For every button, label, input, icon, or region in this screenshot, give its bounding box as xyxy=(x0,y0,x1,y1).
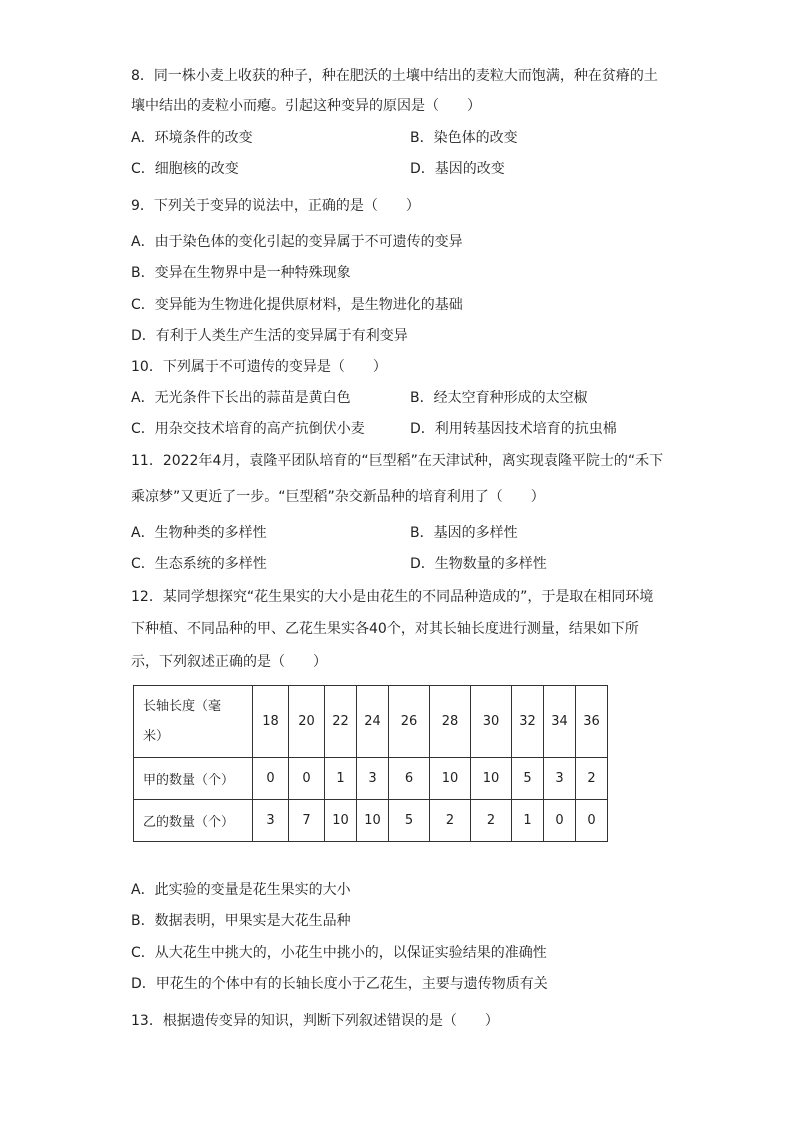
count-cell: 3 xyxy=(544,758,576,800)
count-cell: 10 xyxy=(357,800,389,842)
q9-option-a: A．由于染色体的变化引起的变异属于不可遗传的变异 xyxy=(131,234,463,250)
q10-option-b: B．经太空育种形成的太空椒 xyxy=(410,390,588,406)
count-cell: 0 xyxy=(576,800,608,842)
count-cell: 5 xyxy=(389,800,430,842)
q12-stem-line2: 下种植、不同品种的甲、乙花生果实各40个，对其长轴长度进行测量，结果如下所 xyxy=(131,621,639,637)
q10-option-a: A．无光条件下长出的蒜苗是黄白色 xyxy=(131,390,351,406)
q11-stem-line2: 乘凉梦”又更近了一步。“巨型稻”杂交新品种的培育利用了（ ） xyxy=(131,489,545,505)
count-cell: 7 xyxy=(289,800,325,842)
q10-option-c: C．用杂交技术培育的高产抗倒伏小麦 xyxy=(131,421,365,437)
length-cell: 22 xyxy=(325,686,357,758)
count-cell: 10 xyxy=(325,800,357,842)
table-row-jia xyxy=(134,758,608,800)
count-cell: 0 xyxy=(289,758,325,800)
count-cell: 5 xyxy=(512,758,544,800)
q10-option-d: D．利用转基因技术培育的抗虫棉 xyxy=(410,421,617,437)
count-cell: 3 xyxy=(357,758,389,800)
header-text-line2: 米） xyxy=(143,728,170,744)
q9-option-c: C．变异能为生物进化提供原材料，是生物进化的基础 xyxy=(131,297,463,313)
count-cell: 2 xyxy=(471,800,512,842)
count-cell: 2 xyxy=(576,758,608,800)
table-row-lengths xyxy=(134,686,608,758)
length-cell: 34 xyxy=(544,686,576,758)
peanut-length-table xyxy=(133,685,608,842)
q12-option-d: D．甲花生的个体中有的长轴长度小于乙花生，主要与遗传物质有关 xyxy=(131,976,548,992)
length-cell: 20 xyxy=(289,686,325,758)
q8-stem-line2: 壤中结出的麦粒小而瘪。引起这种变异的原因是（ ） xyxy=(131,98,481,114)
row-label-jia: 甲的数量（个） xyxy=(134,758,253,800)
count-cell: 0 xyxy=(544,800,576,842)
q8-option-b: B．染色体的改变 xyxy=(410,130,518,146)
row-label-yi: 乙的数量（个） xyxy=(134,800,253,842)
length-cell: 28 xyxy=(430,686,471,758)
q8-option-d: D．基因的改变 xyxy=(410,161,505,177)
table-header-cell xyxy=(134,686,253,758)
count-cell: 1 xyxy=(512,800,544,842)
q11-option-b: B．基因的多样性 xyxy=(410,525,518,541)
count-cell: 3 xyxy=(253,800,289,842)
q12-option-a: A．此实验的变量是花生果实的大小 xyxy=(131,882,351,898)
q13-stem: 13．根据遗传变异的知识，判断下列叙述错误的是（ ） xyxy=(131,1013,499,1029)
count-cell: 10 xyxy=(471,758,512,800)
q12-stem-line1: 12．某同学想探究“花生果实的大小是由花生的不同品种造成的”，于是取在相同环境 xyxy=(131,589,654,605)
length-cell: 24 xyxy=(357,686,389,758)
q12-option-c: C．从大花生中挑大的，小花生中挑小的，以保证实验结果的准确性 xyxy=(131,945,547,961)
q11-option-d: D．生物数量的多样性 xyxy=(410,556,547,572)
q9-stem: 9．下列关于变异的说法中，正确的是（ ） xyxy=(131,198,420,214)
count-cell: 6 xyxy=(389,758,430,800)
q11-option-c: C．生态系统的多样性 xyxy=(131,556,267,572)
q12-stem-line3: 示，下列叙述正确的是（ ） xyxy=(131,654,327,670)
length-cell: 36 xyxy=(576,686,608,758)
length-cell: 30 xyxy=(471,686,512,758)
q10-stem: 10．下列属于不可遗传的变异是（ ） xyxy=(131,359,387,375)
table-row-yi xyxy=(134,800,608,842)
q8-option-c: C．细胞核的改变 xyxy=(131,161,239,177)
q11-stem-line1: 11．2022年4月，袁隆平团队培育的“巨型稻”在天津试种，离实现袁隆平院士的“禾下 xyxy=(131,453,664,469)
length-cell: 18 xyxy=(253,686,289,758)
q8-option-a: A．环境条件的改变 xyxy=(131,130,253,146)
header-text-line1: 长轴长度（毫 xyxy=(143,698,222,714)
q12-option-b: B．数据表明，甲果实是大花生品种 xyxy=(131,913,351,929)
count-cell: 0 xyxy=(253,758,289,800)
length-cell: 26 xyxy=(389,686,430,758)
count-cell: 1 xyxy=(325,758,357,800)
length-cell: 32 xyxy=(512,686,544,758)
count-cell: 10 xyxy=(430,758,471,800)
count-cell: 2 xyxy=(430,800,471,842)
q11-option-a: A．生物种类的多样性 xyxy=(131,525,267,541)
q9-option-b: B．变异在生物界中是一种特殊现象 xyxy=(131,265,351,281)
q8-stem-line1: 8．同一株小麦上收获的种子，种在肥沃的土壤中结出的麦粒大而饱满，种在贫瘠的土 xyxy=(131,68,658,84)
q9-option-d: D．有利于人类生产生活的变异属于有利变异 xyxy=(131,328,408,344)
